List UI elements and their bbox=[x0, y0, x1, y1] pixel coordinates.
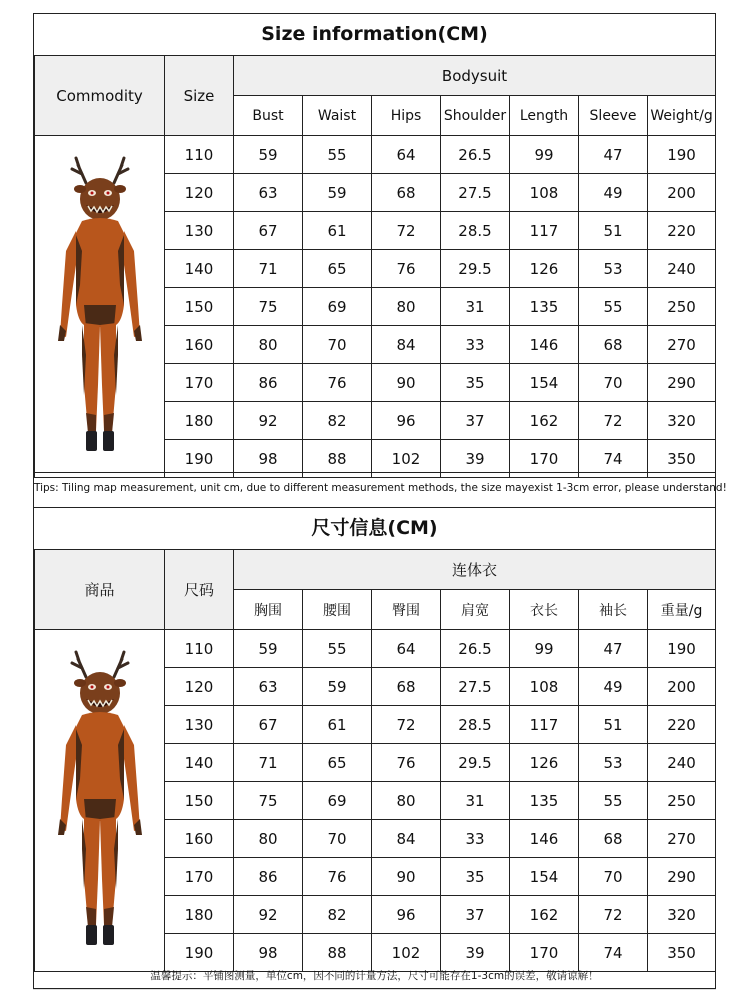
measurement-cell: 190 bbox=[648, 136, 716, 174]
measurement-cell: 99 bbox=[510, 136, 579, 174]
measurement-cell: 68 bbox=[579, 820, 648, 858]
column-header: 腰围 bbox=[303, 590, 372, 630]
measurement-cell: 270 bbox=[648, 326, 716, 364]
measurement-cell: 146 bbox=[510, 820, 579, 858]
measurement-cell: 37 bbox=[441, 896, 510, 934]
measurement-cell: 98 bbox=[234, 440, 303, 478]
measurement-cell: 63 bbox=[234, 668, 303, 706]
measurement-cell: 96 bbox=[372, 402, 441, 440]
column-header: Length bbox=[510, 96, 579, 136]
measurement-cell: 75 bbox=[234, 782, 303, 820]
size-table bbox=[34, 549, 716, 972]
measurement-cell: 146 bbox=[510, 326, 579, 364]
size-cell: 150 bbox=[165, 288, 234, 326]
measurement-cell: 61 bbox=[303, 706, 372, 744]
measurement-cell: 59 bbox=[234, 136, 303, 174]
measurement-cell: 39 bbox=[441, 440, 510, 478]
commodity-header: 商品 bbox=[35, 550, 165, 630]
measurement-cell: 70 bbox=[579, 364, 648, 402]
measurement-cell: 55 bbox=[579, 782, 648, 820]
measurement-cell: 320 bbox=[648, 896, 716, 934]
column-header: 衣长 bbox=[510, 590, 579, 630]
measurement-cell: 33 bbox=[441, 820, 510, 858]
measurement-cell: 55 bbox=[303, 136, 372, 174]
measurement-cell: 154 bbox=[510, 858, 579, 896]
measurement-cell: 98 bbox=[234, 934, 303, 972]
measurement-cell: 75 bbox=[234, 288, 303, 326]
measurement-cell: 59 bbox=[303, 668, 372, 706]
measurement-cell: 51 bbox=[579, 706, 648, 744]
size-cell: 140 bbox=[165, 250, 234, 288]
measurement-cell: 37 bbox=[441, 402, 510, 440]
measurement-cell: 90 bbox=[372, 364, 441, 402]
measurement-cell: 65 bbox=[303, 250, 372, 288]
measurement-cell: 108 bbox=[510, 668, 579, 706]
measurement-cell: 69 bbox=[303, 288, 372, 326]
measurement-cell: 72 bbox=[372, 706, 441, 744]
measurement-cell: 290 bbox=[648, 858, 716, 896]
measurement-cell: 86 bbox=[234, 364, 303, 402]
measurement-cell: 27.5 bbox=[441, 174, 510, 212]
size-chart-chinese bbox=[33, 507, 716, 989]
measurement-cell: 170 bbox=[510, 934, 579, 972]
measurement-cell: 240 bbox=[648, 250, 716, 288]
measurement-cell: 69 bbox=[303, 782, 372, 820]
column-header: Shoulder bbox=[441, 96, 510, 136]
measurement-cell: 90 bbox=[372, 858, 441, 896]
costume-image bbox=[52, 649, 148, 949]
measurement-cell: 154 bbox=[510, 364, 579, 402]
measurement-cell: 190 bbox=[648, 630, 716, 668]
measurement-cell: 126 bbox=[510, 744, 579, 782]
measurement-cell: 76 bbox=[372, 744, 441, 782]
measurement-cell: 92 bbox=[234, 402, 303, 440]
measurement-cell: 200 bbox=[648, 174, 716, 212]
measurement-cell: 28.5 bbox=[441, 706, 510, 744]
bodysuit-header: Bodysuit bbox=[234, 56, 716, 96]
measurement-cell: 67 bbox=[234, 212, 303, 250]
column-header: 肩宽 bbox=[441, 590, 510, 630]
column-header: Hips bbox=[372, 96, 441, 136]
measurement-cell: 47 bbox=[579, 136, 648, 174]
measurement-cell: 70 bbox=[303, 820, 372, 858]
column-header: 臀围 bbox=[372, 590, 441, 630]
size-cell: 180 bbox=[165, 896, 234, 934]
size-cell: 190 bbox=[165, 440, 234, 478]
measurement-cell: 88 bbox=[303, 934, 372, 972]
size-cell: 150 bbox=[165, 782, 234, 820]
tips-text: 温馨提示：平铺图测量，单位cm，因不同的计量方法，尺寸可能存在1-3cm的误差，敬请谅解！ bbox=[150, 970, 599, 982]
column-header: 袖长 bbox=[579, 590, 648, 630]
measurement-cell: 74 bbox=[579, 934, 648, 972]
measurement-cell: 80 bbox=[372, 782, 441, 820]
measurement-cell: 27.5 bbox=[441, 668, 510, 706]
measurement-cell: 35 bbox=[441, 364, 510, 402]
measurement-cell: 84 bbox=[372, 326, 441, 364]
measurement-cell: 220 bbox=[648, 706, 716, 744]
measurement-cell: 84 bbox=[372, 820, 441, 858]
measurement-cell: 29.5 bbox=[441, 250, 510, 288]
measurement-cell: 67 bbox=[234, 706, 303, 744]
measurement-cell: 31 bbox=[441, 288, 510, 326]
measurement-cell: 99 bbox=[510, 630, 579, 668]
measurement-cell: 72 bbox=[579, 896, 648, 934]
measurement-cell: 29.5 bbox=[441, 744, 510, 782]
measurement-cell: 102 bbox=[372, 440, 441, 478]
measurement-cell: 82 bbox=[303, 896, 372, 934]
measurement-cell: 26.5 bbox=[441, 136, 510, 174]
column-header: Sleeve bbox=[579, 96, 648, 136]
table-row bbox=[35, 136, 716, 174]
measurement-cell: 170 bbox=[510, 440, 579, 478]
size-table bbox=[34, 55, 716, 478]
measurement-cell: 250 bbox=[648, 288, 716, 326]
measurement-cell: 76 bbox=[303, 858, 372, 896]
measurement-cell: 220 bbox=[648, 212, 716, 250]
size-cell: 140 bbox=[165, 744, 234, 782]
chart-title: Size information(CM) bbox=[34, 14, 715, 56]
measurement-cell: 49 bbox=[579, 668, 648, 706]
measurement-cell: 26.5 bbox=[441, 630, 510, 668]
measurement-cell: 117 bbox=[510, 706, 579, 744]
size-header: Size bbox=[165, 56, 234, 136]
chart-title: 尺寸信息(CM) bbox=[34, 508, 715, 550]
measurement-cell: 240 bbox=[648, 744, 716, 782]
measurement-cell: 200 bbox=[648, 668, 716, 706]
measurement-cell: 117 bbox=[510, 212, 579, 250]
size-cell: 120 bbox=[165, 668, 234, 706]
measurement-cell: 47 bbox=[579, 630, 648, 668]
measurement-cell: 35 bbox=[441, 858, 510, 896]
size-cell: 120 bbox=[165, 174, 234, 212]
measurement-cell: 76 bbox=[303, 364, 372, 402]
product-figure-cell bbox=[35, 630, 165, 972]
size-cell: 130 bbox=[165, 212, 234, 250]
measurement-cell: 68 bbox=[579, 326, 648, 364]
measurement-cell: 250 bbox=[648, 782, 716, 820]
measurement-cell: 350 bbox=[648, 934, 716, 972]
size-cell: 190 bbox=[165, 934, 234, 972]
measurement-cell: 51 bbox=[579, 212, 648, 250]
measurement-cell: 71 bbox=[234, 744, 303, 782]
size-cell: 160 bbox=[165, 820, 234, 858]
size-cell: 170 bbox=[165, 858, 234, 896]
measurement-cell: 74 bbox=[579, 440, 648, 478]
measurement-cell: 55 bbox=[303, 630, 372, 668]
measurement-cell: 59 bbox=[234, 630, 303, 668]
measurement-cell: 70 bbox=[579, 858, 648, 896]
measurement-cell: 80 bbox=[234, 820, 303, 858]
measurement-cell: 39 bbox=[441, 934, 510, 972]
measurement-cell: 28.5 bbox=[441, 212, 510, 250]
size-chart-english bbox=[33, 13, 727, 508]
size-cell: 110 bbox=[165, 630, 234, 668]
measurement-cell: 33 bbox=[441, 326, 510, 364]
size-cell: 170 bbox=[165, 364, 234, 402]
size-cell: 110 bbox=[165, 136, 234, 174]
column-header: Waist bbox=[303, 96, 372, 136]
measurement-cell: 162 bbox=[510, 896, 579, 934]
measurement-cell: 71 bbox=[234, 250, 303, 288]
measurement-cell: 162 bbox=[510, 402, 579, 440]
divider bbox=[33, 989, 716, 990]
table-row bbox=[35, 630, 716, 668]
commodity-header: Commodity bbox=[35, 56, 165, 136]
measurement-cell: 80 bbox=[372, 288, 441, 326]
measurement-cell: 65 bbox=[303, 744, 372, 782]
measurement-cell: 72 bbox=[579, 402, 648, 440]
bodysuit-header: 连体衣 bbox=[234, 550, 716, 590]
measurement-cell: 59 bbox=[303, 174, 372, 212]
measurement-cell: 64 bbox=[372, 136, 441, 174]
measurement-cell: 63 bbox=[234, 174, 303, 212]
measurement-cell: 135 bbox=[510, 782, 579, 820]
measurement-cell: 68 bbox=[372, 668, 441, 706]
measurement-cell: 135 bbox=[510, 288, 579, 326]
tips-text: Tips: Tiling map measurement, unit cm, due to different measurement methods, the size mayexist 1-3cm error, please understand! bbox=[34, 472, 715, 507]
measurement-cell: 72 bbox=[372, 212, 441, 250]
measurement-cell: 320 bbox=[648, 402, 716, 440]
measurement-cell: 31 bbox=[441, 782, 510, 820]
measurement-cell: 88 bbox=[303, 440, 372, 478]
measurement-cell: 270 bbox=[648, 820, 716, 858]
measurement-cell: 61 bbox=[303, 212, 372, 250]
product-figure-cell bbox=[35, 136, 165, 478]
measurement-cell: 49 bbox=[579, 174, 648, 212]
measurement-cell: 70 bbox=[303, 326, 372, 364]
measurement-cell: 64 bbox=[372, 630, 441, 668]
measurement-cell: 96 bbox=[372, 896, 441, 934]
column-header: Bust bbox=[234, 96, 303, 136]
measurement-cell: 53 bbox=[579, 250, 648, 288]
measurement-cell: 108 bbox=[510, 174, 579, 212]
size-cell: 180 bbox=[165, 402, 234, 440]
column-header: 重量/g bbox=[648, 590, 716, 630]
measurement-cell: 76 bbox=[372, 250, 441, 288]
measurement-cell: 350 bbox=[648, 440, 716, 478]
measurement-cell: 55 bbox=[579, 288, 648, 326]
measurement-cell: 102 bbox=[372, 934, 441, 972]
measurement-cell: 126 bbox=[510, 250, 579, 288]
measurement-cell: 290 bbox=[648, 364, 716, 402]
costume-image bbox=[52, 155, 148, 455]
measurement-cell: 80 bbox=[234, 326, 303, 364]
measurement-cell: 82 bbox=[303, 402, 372, 440]
column-header: Weight/g bbox=[648, 96, 716, 136]
size-cell: 160 bbox=[165, 326, 234, 364]
size-header: 尺码 bbox=[165, 550, 234, 630]
measurement-cell: 92 bbox=[234, 896, 303, 934]
measurement-cell: 68 bbox=[372, 174, 441, 212]
column-header: 胸围 bbox=[234, 590, 303, 630]
measurement-cell: 86 bbox=[234, 858, 303, 896]
measurement-cell: 53 bbox=[579, 744, 648, 782]
size-cell: 130 bbox=[165, 706, 234, 744]
